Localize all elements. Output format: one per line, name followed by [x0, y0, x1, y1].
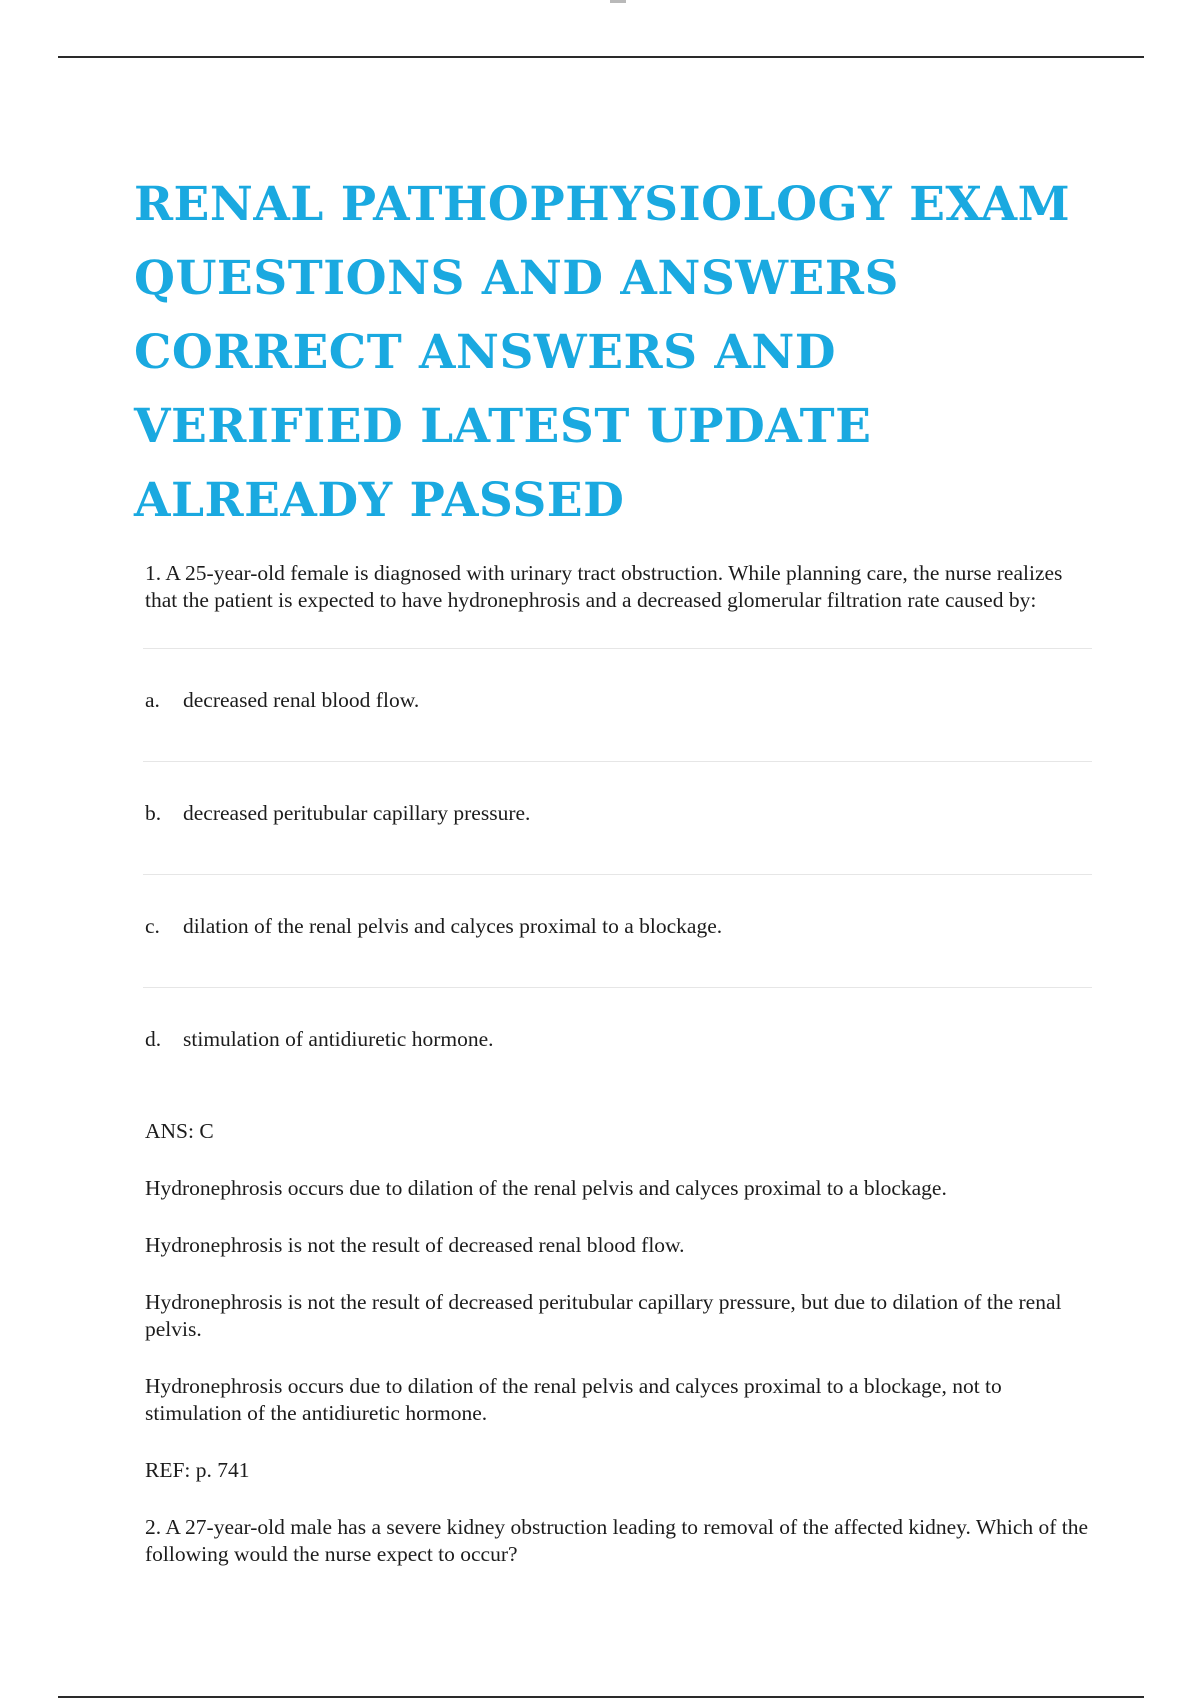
page-top-mark — [610, 0, 626, 3]
option-d — [145, 1026, 1090, 1053]
option-b — [145, 800, 1090, 827]
footer-rule — [58, 1696, 1144, 1698]
question-2-stem: 2. A 27-year-old male has a severe kidney obstruction leading to removal of the affected kidney. Which of the following would the nurse expect to occur? — [145, 1515, 1089, 1566]
option-text: decreased renal blood flow. — [183, 688, 420, 712]
answer-key: ANS: C — [145, 1119, 214, 1143]
header-rule — [58, 56, 1144, 58]
option-letter: b. — [145, 801, 162, 825]
option-c — [145, 913, 1090, 940]
option-letter: c. — [145, 914, 160, 938]
question-1-stem: 1. A 25-year-old female is diagnosed with urinary tract obstruction. While planning care, the nurse realizes that the patient is expected to have hydronephrosis and a decreased glomerular filtration rate caused by: — [145, 561, 1063, 612]
rationale-4: Hydronephrosis occurs due to dilation of the renal pelvis and calyces proximal to a blockage, not to stimulation of the antidiuretic hormone. — [145, 1374, 1002, 1425]
rationale-3: Hydronephrosis is not the result of decreased peritubular capillary pressure, but due to dilation of the renal pelvis. — [145, 1290, 1062, 1341]
option-letter: d. — [145, 1027, 162, 1051]
document-body — [145, 560, 1090, 1568]
reference: REF: p. 741 — [145, 1458, 250, 1482]
option-text: stimulation of antidiuretic hormone. — [183, 1027, 494, 1051]
option-text: dilation of the renal pelvis and calyces proximal to a blockage. — [183, 914, 723, 938]
document-title: RENAL PATHOPHYSIOLOGY EXAM QUESTIONS AND ANSWERS CORRECT ANSWERS AND VERIFIED LATEST UPDATE ALREADY PASSED — [134, 177, 1071, 528]
option-letter: a. — [145, 688, 160, 712]
rationale-2: Hydronephrosis is not the result of decreased renal blood flow. — [145, 1233, 685, 1257]
option-text: decreased peritubular capillary pressure. — [183, 801, 531, 825]
option-a — [145, 687, 1090, 714]
rationale-1: Hydronephrosis occurs due to dilation of the renal pelvis and calyces proximal to a blockage. — [145, 1176, 947, 1200]
